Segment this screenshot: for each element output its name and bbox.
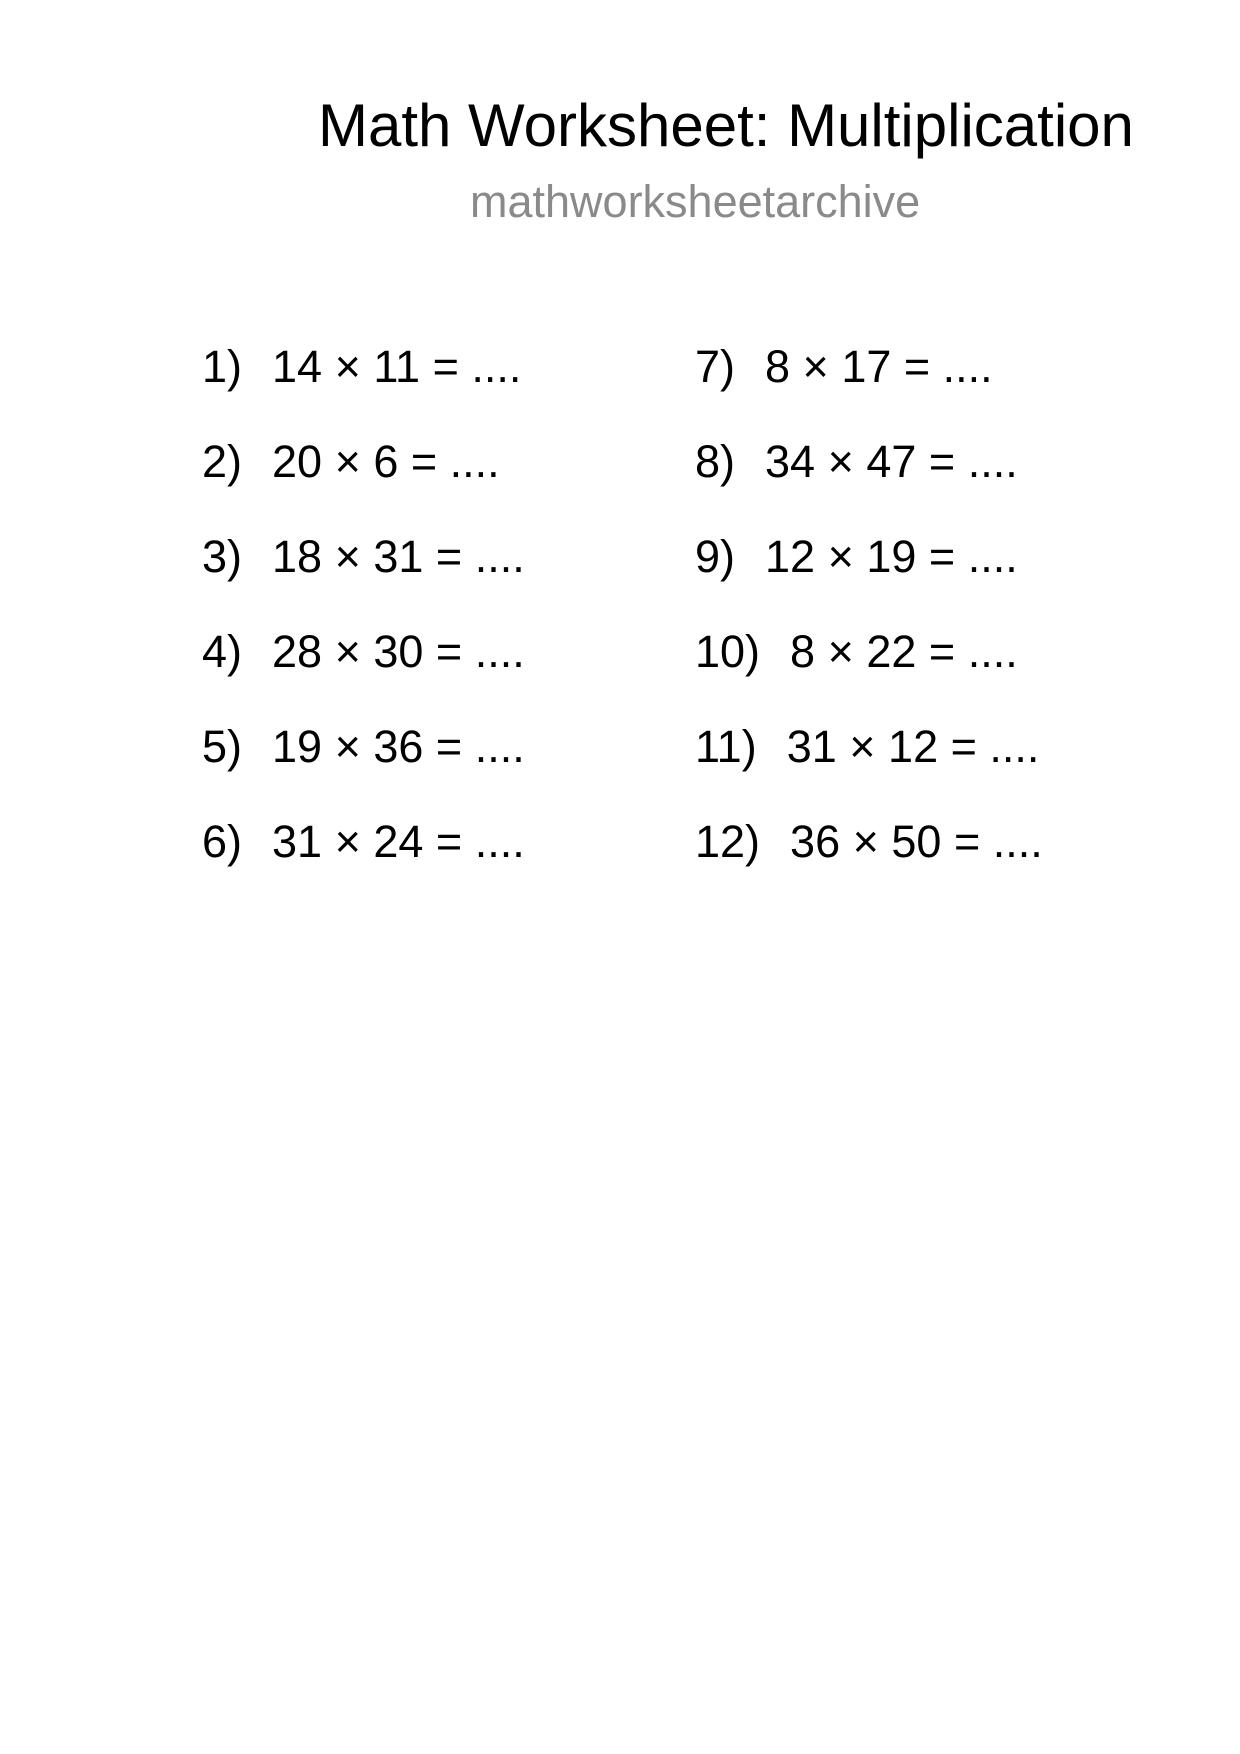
problem-number: 6) — [202, 816, 243, 867]
problem-number: 4) — [202, 626, 243, 677]
problem-row — [202, 341, 525, 392]
problem-number: 10) — [695, 626, 761, 677]
problem-expression: 8 × 17 = .... — [765, 341, 993, 392]
problem-expression: 34 × 47 = .... — [765, 436, 1018, 487]
problem-expression: 14 × 11 = .... — [272, 341, 522, 392]
problem-expression: 12 × 19 = .... — [765, 531, 1018, 582]
problems-column-right — [695, 341, 1043, 914]
problem-row — [202, 626, 525, 677]
problem-number: 11) — [695, 721, 757, 772]
problem-row — [695, 626, 1043, 677]
problem-expression: 36 × 50 = .... — [790, 816, 1043, 867]
problem-number: 5) — [202, 721, 243, 772]
page-title: Math Worksheet: Multiplication — [318, 92, 1134, 159]
problem-number: 1) — [202, 341, 243, 392]
problem-number: 2) — [202, 436, 243, 487]
problem-row — [695, 721, 1043, 772]
problem-expression: 31 × 24 = .... — [272, 816, 525, 867]
page-subtitle: mathworksheetarchive — [470, 176, 921, 227]
problem-expression: 20 × 6 = .... — [272, 436, 500, 487]
problem-expression: 18 × 31 = .... — [272, 531, 525, 582]
problem-row — [202, 436, 525, 487]
problem-expression: 28 × 30 = .... — [272, 626, 525, 677]
problem-expression: 8 × 22 = .... — [790, 626, 1018, 677]
problem-row — [202, 721, 525, 772]
problem-expression: 31 × 12 = .... — [786, 721, 1040, 772]
problem-number: 9) — [695, 531, 736, 582]
problem-row — [695, 341, 1043, 392]
problems-column-left — [202, 341, 525, 914]
problem-row — [695, 531, 1043, 582]
problem-number: 12) — [695, 816, 761, 867]
problem-row — [695, 816, 1043, 867]
problem-expression: 19 × 36 = .... — [272, 721, 525, 772]
problem-row — [202, 531, 525, 582]
problem-row — [695, 436, 1043, 487]
problem-number: 3) — [202, 531, 243, 582]
problem-number: 8) — [695, 436, 736, 487]
problem-row — [202, 816, 525, 867]
problem-number: 7) — [695, 341, 736, 392]
